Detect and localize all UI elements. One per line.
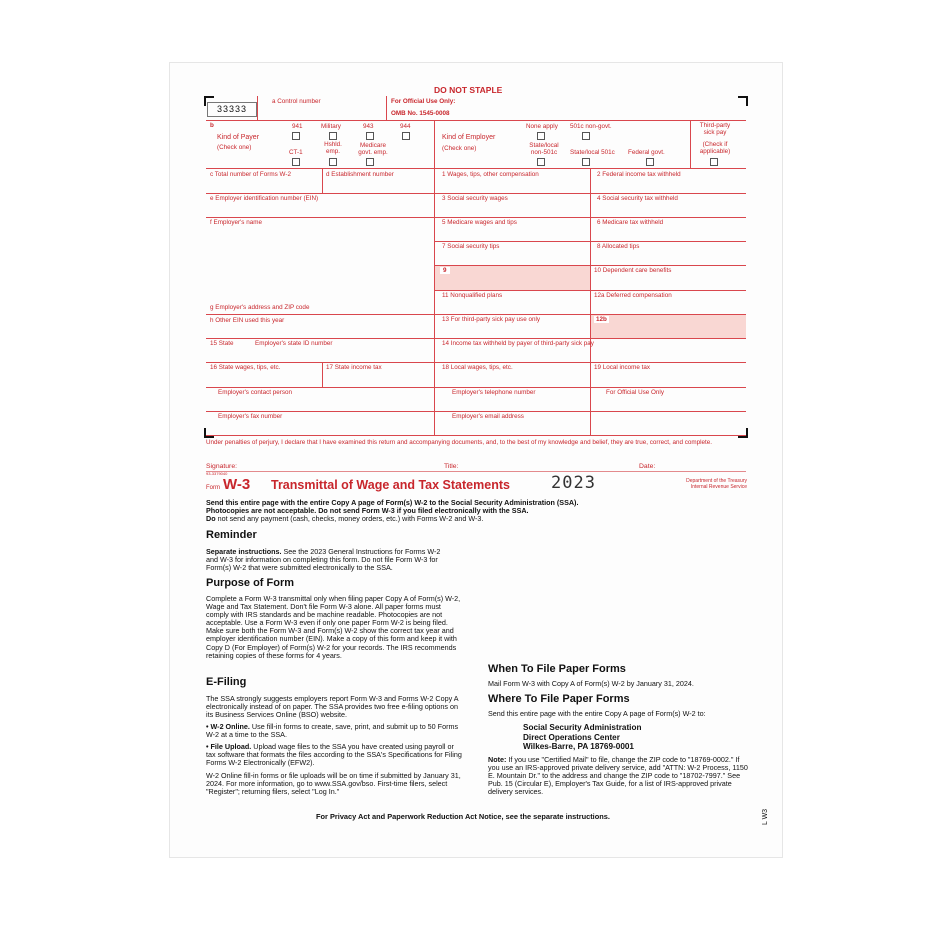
purpose-heading: Purpose of Form	[206, 577, 295, 589]
check-if-applicable-label: (Check if applicable)	[699, 141, 731, 155]
address-line-2: Direct Operations Center	[523, 732, 620, 742]
box-1-label: 1 Wages, tips, other compensation	[442, 171, 539, 178]
kind-of-payer-title: Kind of Payer	[217, 134, 260, 141]
box-3-label: 3 Social security wages	[442, 195, 508, 202]
checkbox-943[interactable]	[366, 132, 374, 140]
official-use-label: For Official Use Only:	[391, 98, 456, 105]
signature-label: Signature:	[206, 463, 237, 470]
efiling-closing: W-2 Online fill-in forms or file uploads will be on time if submitted by January 31, 2024. For more information, go to www.SSA.gov/bso. First-time filers, select "Register"; returning filers, select "Log In."	[206, 771, 461, 797]
form-year: 2023	[551, 473, 596, 493]
form-small-code: 93-3379040	[206, 471, 228, 476]
box-18-label: 18 Local wages, tips, etc.	[442, 364, 513, 371]
where-to-file-heading: Where To File Paper Forms	[488, 693, 630, 705]
efiling-heading: E-Filing	[206, 676, 247, 688]
opt-501c-nongovt-label: 501c non-govt.	[570, 123, 612, 130]
contact-person-label: Employer's contact person	[218, 389, 293, 396]
box-17-label: 17 State income tax	[326, 364, 382, 371]
box-13-label: 13 For third-party sick pay use only	[442, 316, 540, 323]
form-title: Transmittal of Wage and Tax Statements	[271, 478, 510, 492]
note-text: If you use "Certified Mail" to file, change the ZIP code to "18769-0002." If you use an IRS-approved private delivery service, add "ATTN: W-2 Process, 1150 E. Mountain Dr." to the address and change the ZIP code to "18702-7997." See Pub. 15 (Circular E), Employer's Tax Guide, for a list of IRS-approved private delivery services.	[488, 755, 748, 797]
when-to-file-text: Mail Form W-3 with Copy A of Form(s) W-2 by January 31, 2024.	[488, 679, 694, 688]
corner-mark	[204, 428, 214, 438]
checkbox-hshld[interactable]	[329, 158, 337, 166]
checkbox-none-apply[interactable]	[537, 132, 545, 140]
third-party-sick-pay-label: Third-party sick pay	[699, 122, 731, 136]
checkbox-third-party-sick-pay[interactable]	[710, 158, 718, 166]
side-code: L W3	[762, 808, 769, 825]
checkbox-state-local-non501c[interactable]	[537, 158, 545, 166]
omb-number: OMB No. 1545-0008	[391, 110, 450, 117]
checkbox-ct1[interactable]	[292, 158, 300, 166]
telephone-label: Employer's telephone number	[452, 389, 536, 396]
box-2-label: 2 Federal income tax withheld	[597, 171, 681, 178]
control-number-label: a Control number	[272, 98, 321, 105]
dept-treasury: Department of the Treasury	[686, 478, 747, 484]
checkbox-501c-nongovt[interactable]	[582, 132, 590, 140]
opt-none-apply-label: None apply	[526, 123, 558, 130]
checkbox-medicare[interactable]	[366, 158, 374, 166]
w2-online-bold: W-2 Online.	[210, 722, 250, 731]
box-g-label: g Employer's address and ZIP code	[210, 304, 310, 311]
address-line-1: Social Security Administration	[523, 723, 642, 732]
box-b-label: b	[210, 122, 214, 129]
box-11-label: 11 Nonqualified plans	[442, 292, 503, 299]
box-14-label: 14 Income tax withheld by payer of third-party sick pay	[442, 340, 594, 347]
box-4-label: 4 Social security tax withheld	[597, 195, 678, 202]
fax-number-label: Employer's fax number	[218, 413, 283, 420]
opt-state-local-non501c-label: State/local non-501c	[529, 142, 559, 156]
box-16-label: 16 State wages, tips, etc.	[210, 364, 281, 371]
box-12b-label: 12b	[596, 316, 607, 323]
intro-line-2: Photocopies are not acceptable. Do not send Form W-3 if you filed electronically with the SSA.	[206, 506, 529, 516]
box-9-shade	[435, 266, 590, 290]
opt-ct1-label: CT-1	[289, 149, 303, 156]
opt-military-label: Military	[321, 123, 341, 130]
email-address-label: Employer's email address	[452, 413, 524, 420]
address-line-3: Wilkes-Barre, PA 18769-0001	[523, 742, 634, 751]
where-to-file-text: Send this entire page with the entire Copy A page of Form(s) W-2 to:	[488, 709, 706, 718]
box-12b-shade	[591, 315, 746, 338]
corner-mark	[738, 96, 748, 106]
file-upload-text: Upload wage files to the SSA you have created using payroll or tax software that formats the files according to the SSA's Specifications for Filing Forms W-2 Electronically (EFW2).	[206, 742, 462, 768]
checkbox-944[interactable]	[402, 132, 410, 140]
box-15-state-id-label: Employer's state ID number	[255, 340, 333, 347]
opt-state-local-501c-label: State/local 501c	[570, 149, 615, 156]
checkbox-941[interactable]	[292, 132, 300, 140]
box-10-label: 10 Dependent care benefits	[594, 267, 672, 274]
box-f-label: f Employer's name	[210, 219, 262, 226]
checkbox-state-local-501c[interactable]	[582, 158, 590, 166]
box-15-label: 15 State	[210, 340, 234, 347]
opt-federal-govt-label: Federal govt.	[628, 149, 665, 156]
purpose-text: Complete a Form W-3 transmittal only when filing paper Copy A of Form(s) W-2, Wage and Tax Statement. Don't file Form W-3 alone. All paper forms must comply with IRS standards and be machine readable. Photocopies are not acceptable. Use a Form W-3 even if only one paper Form W-2 is being filed. Make sure both the Form W-3 and Form(s) W-2 show the correct tax year and employer identification number (EIN). Make a copy of this form and keep it with Copy D (For Employer) of Form(s) W-2 for your records. The IRS recommends retaining copies of these forms for 4 years.	[206, 594, 461, 660]
do-not-staple: DO NOT STAPLE	[434, 85, 503, 95]
w2-online-text: Use fill-in forms to create, save, print, and submit up to 50 Forms W-2 at a time to the SSA.	[206, 722, 459, 740]
opt-medicare-label: Medicare govt. emp.	[358, 142, 388, 156]
form-word: Form	[206, 485, 220, 491]
form-code-box: 33333	[207, 102, 257, 117]
opt-941-label: 941	[292, 123, 303, 130]
checkbox-federal-govt[interactable]	[646, 158, 654, 166]
note-bold: Note:	[488, 755, 507, 764]
form-number: W-3	[223, 476, 251, 493]
box-c-label: c Total number of Forms W-2	[210, 171, 291, 178]
privacy-footer: For Privacy Act and Paperwork Reduction Act Notice, see the separate instructions.	[316, 812, 610, 821]
intro-line-3-bold: Do	[206, 514, 216, 524]
box-19-label: 19 Local income tax	[594, 364, 651, 371]
file-upload-bold: File Upload.	[210, 742, 252, 751]
box-e-label: e Employer identification number (EIN)	[210, 195, 319, 202]
official-use-only-label: For Official Use Only	[606, 389, 664, 396]
box-5-label: 5 Medicare wages and tips	[442, 219, 517, 226]
kind-of-employer-title: Kind of Employer	[442, 134, 496, 141]
form-sheet: DO NOT STAPLE 33333 a Control number For Official Use Only: OMB No. 1545-0008 b Kind of Payer (Check one) 941 Military 943 944 CT-1 Hshld. emp. Medicare govt. emp. Kind of Employer (Check one) None apply 501c non-govt. State/local non-501c State/local 501c Federal govt. Third-party sick pay (Check if applicable) c Total number of Forms W-2 d Establishment number e Employer identification number (EIN) f Employer's name g Employer's address and ZIP code h Other EIN used this year 1 Wages, tips, other compensation 2 Federal income tax withheld 3 Social security wages 4 Social security tax withheld 5 Medicare wages and tips 6 Medicare tax withheld 7 Social security tips 8 Allocated tips 9 10 Dependent care benefits 11 Nonqualified plans 12a Deferred compensation 13 For third-party sick pay use only 12b 14 Income tax withheld by payer of third-party sick pay 15 State Employer's state ID number 16 State wages, tips, etc. 17 State income tax 18 Local wages, tips, etc. 19 Local income tax Employer's contact person Employer's telephone number For Official Use Only Employer's fax number Employer's email address Under penalties of perjury, I declare that I have examined this return and accompanying documents, and, to the best of my knowledge and belief, they are true, correct, and complete. Signature: Title: Date: 93-3379040 Form W-3 Transmittal of Wage and Tax Statements 2023 Department of the Treasury Internal Revenue Service Send this entire page with the entire Copy A page of Form(s) W-2 to the Social Security Administration (SSA). Photocopies are not acceptable. Do not send Form W-3 if you filed electronically with the SSA. Do not send any payment (cash, checks, money orders, etc.) with Forms W-2 and W-3. Reminder Separate instructions. See the 2023 General Instructions for Forms W-2 and W-3 for information on completing this form. Do not file Form W-3 for Form(s) W-2 that were submitted electronically to the SSA. Purpose of Form Complete a Form W-3 transmittal only when filing paper Copy A of Form(s) W-2, Wage and Tax Statement. Don't file Form W-3 alone. All paper forms must comply with IRS standards and be machine readable. Photocopies are not acceptable. Use a Form W-3 even if only one paper Form W-2 is being filed. Make sure both the Form W-3 and Form(s) W-2 show the correct tax year and employer identification number (EIN). Make a copy of this form and keep it with Copy D (For Employer) of Form(s) W-2 for your records. The IRS recommends retaining copies of these forms for 4 years. E-Filing The SSA strongly suggests employers report Form W-3 and Forms W-2 Copy A electronically instead of on paper. The SSA provides two free e-filing options on its Business Services Online (BSO) website. • W-2 Online. Use fill-in forms to create, save, print, and submit up to 50 Forms W-2 at a time to the SSA. • File Upload. Upload wage files to the SSA you have created using payroll or tax software that formats the files according to the SSA's Specifications for Filing Forms W-2 Electronically (EFW2). W-2 Online fill-in forms or file uploads will be on time if submitted by January 31, 2024. For more information, go to www.SSA.gov/bso. First-time filers, select "Register"; returning filers, select "Log In." When To File Paper Forms Mail Form W-3 with Copy A of Form(s) W-2 by January 31, 2024. Where To File Paper Forms Send this entire page with the entire Copy A page of Form(s) W-2 to: Social Security Administration Direct Operations Center Wilkes-Barre, PA 18769-0001 Note: If you use "Certified Mail" to file, change the ZIP code to "18769-0002." If you use an IRS-approved private delivery service, add "ATTN: W-2 Process, 1150 E. Mountain Dr." to the address and change the ZIP code to "18702-7997." See Pub. 15 (Circular E), Employer's Tax Guide, for a list of IRS-approved private delivery services. For Privacy Act and Paperwork Reduction Act Notice, see the separate instructions. L W3	[169, 62, 783, 858]
box-d-label: d Establishment number	[326, 171, 394, 178]
perjury-statement: Under penalties of perjury, I declare that I have examined this return and accompanying documents, and, to the best of my knowledge and belief, they are true, correct, and complete.	[206, 439, 713, 446]
date-label: Date:	[639, 463, 656, 470]
intro-line-1: Send this entire page with the entire Copy A page of Form(s) W-2 to the Social Security Administration (SSA).	[206, 498, 579, 507]
box-9-label: 9	[440, 267, 450, 274]
box-7-label: 7 Social security tips	[442, 243, 500, 250]
efiling-text: The SSA strongly suggests employers report Form W-3 and Forms W-2 Copy A electronically instead of on paper. The SSA provides two free e-filing options on its Business Services Online (BSO) website.	[206, 694, 459, 720]
opt-944-label: 944	[400, 123, 411, 130]
employer-check-one: (Check one)	[442, 145, 477, 152]
reminder-bold: Separate instructions.	[206, 547, 282, 556]
payer-check-one: (Check one)	[217, 144, 252, 151]
opt-943-label: 943	[363, 123, 374, 130]
reminder-heading: Reminder	[206, 529, 257, 541]
corner-mark	[738, 428, 748, 438]
checkbox-military[interactable]	[329, 132, 337, 140]
box-8-label: 8 Allocated tips	[597, 243, 640, 250]
box-12a-label: 12a Deferred compensation	[594, 292, 672, 299]
opt-hshld-label: Hshld. emp.	[324, 141, 342, 155]
irs-label: Internal Revenue Service	[690, 484, 747, 490]
box-h-label: h Other EIN used this year	[210, 317, 285, 324]
box-6-label: 6 Medicare tax withheld	[597, 219, 664, 226]
intro-line-3: not send any payment (cash, checks, money orders, etc.) with Forms W-2 and W-3.	[215, 514, 484, 524]
when-to-file-heading: When To File Paper Forms	[488, 663, 626, 675]
reminder-text: See the 2023 General Instructions for Forms W-2 and W-3 for information on completing this form. Do not file Form W-3 for Form(s) W-2 that were submitted electronically to the SSA.	[206, 547, 441, 573]
title-label: Title:	[444, 463, 459, 470]
